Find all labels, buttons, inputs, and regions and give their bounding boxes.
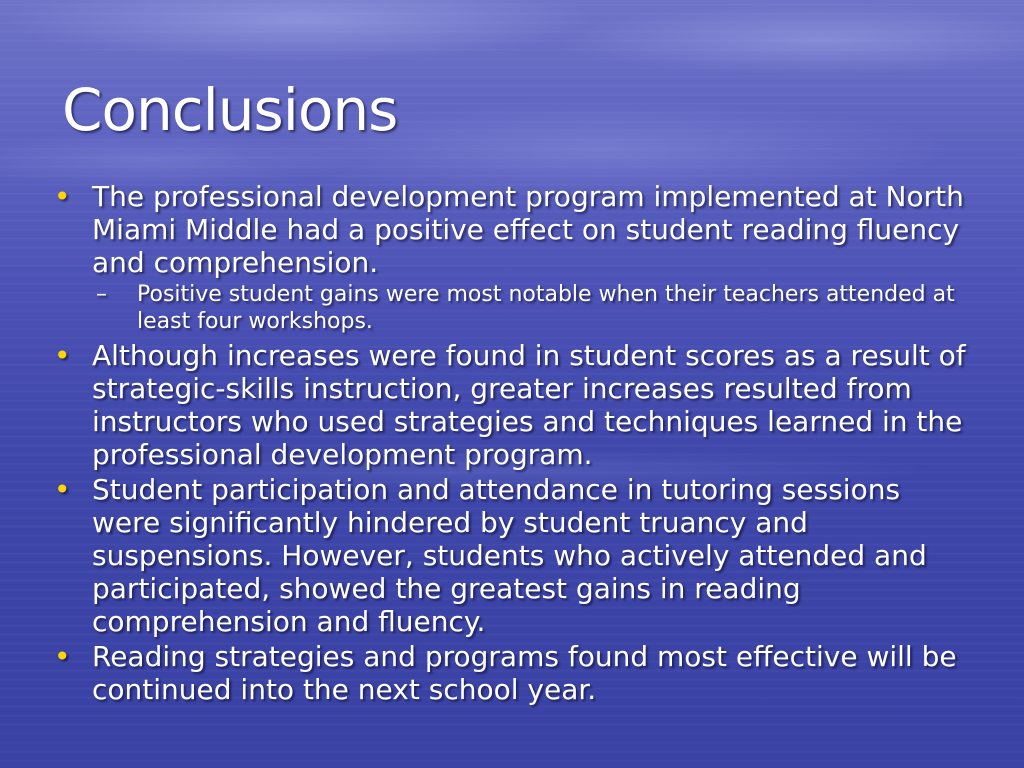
bullet-text: Although increases were found in student scores as a result of strategic-skills instruction, greater increases resulted from instructors who used strategies and techniques learned in the professional development program. bbox=[92, 339, 966, 471]
bullet-item bbox=[52, 473, 972, 638]
bullet-icon: • bbox=[54, 339, 71, 372]
sub-bullet-item bbox=[52, 281, 972, 335]
slide-body bbox=[52, 180, 972, 708]
bullet-icon: • bbox=[54, 640, 71, 673]
bullet-icon: • bbox=[54, 180, 71, 213]
sub-bullet-text: Positive student gains were most notable when their teachers attended at least four workshops. bbox=[137, 282, 955, 334]
bullet-text: Reading strategies and programs found most effective will be continued into the next school year. bbox=[92, 640, 957, 706]
bullet-item bbox=[52, 339, 972, 471]
bullet-icon: • bbox=[54, 473, 71, 506]
bullet-text: The professional development program implemented at North Miami Middle had a positive effect on student reading fluency and comprehension. bbox=[92, 180, 964, 279]
slide-title: Conclusions bbox=[62, 76, 398, 144]
bullet-item bbox=[52, 640, 972, 706]
bullet-item bbox=[52, 180, 972, 279]
dash-icon: – bbox=[96, 282, 107, 307]
bullet-text: Student participation and attendance in tutoring sessions were significantly hindered by student truancy and suspensions. However, students who actively attended and participated, showed the greatest gains in reading comprehension and fluency. bbox=[92, 473, 927, 638]
